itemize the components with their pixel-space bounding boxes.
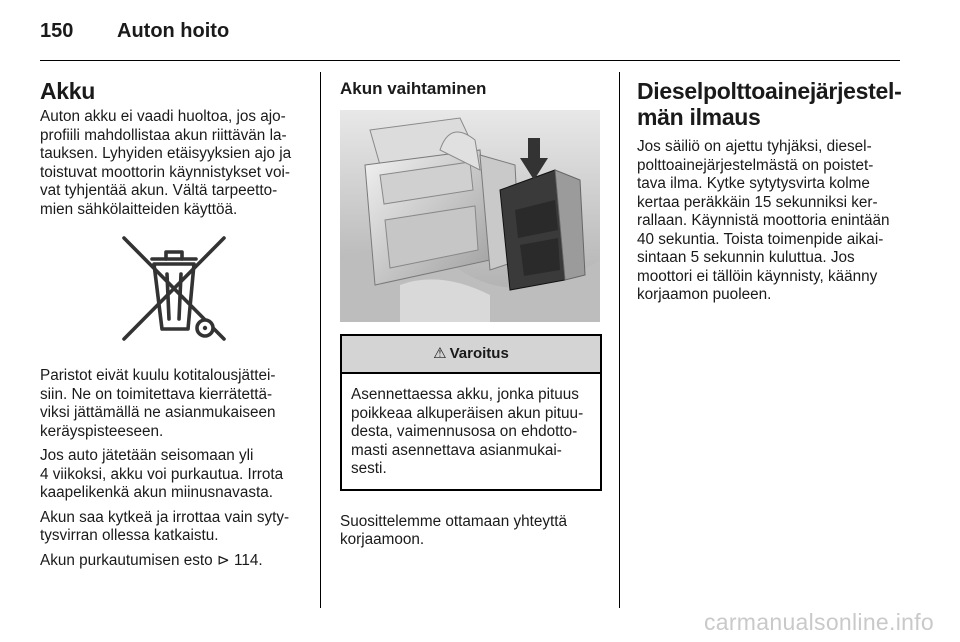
- warning-triangle-icon: ⚠: [433, 344, 447, 362]
- crossed-out-wheelie-bin-icon: [118, 233, 230, 345]
- page-header: [40, 20, 229, 50]
- paragraph-long-parking: Jos auto jätetään seisomaan yli 4 viikoksi, akku voi purkautua. Irrota kaapelikenkä akun miinusnavasta.: [40, 447, 284, 501]
- engine-bay-battery-photo: [340, 110, 600, 322]
- column-akun-vaihtaminen: [340, 78, 602, 556]
- paragraph-battery-disposal: Paristot eivät kuulu kotitalousjättei- siin. Ne on toimitettava kierrätettä- viksi jättämällä ne asianmukaiseen keräyspisteeseen.: [40, 367, 276, 440]
- page-title: Auton hoito: [117, 20, 230, 42]
- column-divider-left: [320, 72, 321, 608]
- warning-box: [340, 334, 602, 491]
- warning-header: [342, 336, 600, 374]
- paragraph-ignition-off: Akun saa kytkeä ja irrottaa vain syty- tysvirran ollessa katkaistu.: [40, 508, 290, 544]
- page-reference-arrow-icon: ⊳: [216, 551, 230, 569]
- page-number: 150: [40, 20, 74, 42]
- column-akku: [40, 78, 308, 576]
- crossed-bin-figure: [40, 233, 308, 345]
- page-reference-link[interactable]: 114.: [233, 551, 263, 569]
- watermark: carmanualsonline.info: [703, 609, 934, 635]
- section-heading-akku: Akku: [40, 78, 96, 104]
- warning-body: Asennettaessa akku, jonka pituus poikkeaa alkuperäisen akun pituu- desta, vaimennusosa on ehdotto- masti asennettava asianmukai- sesti.: [351, 386, 584, 477]
- column-diesel-bleeding: [637, 78, 905, 311]
- column-divider-right: [619, 72, 620, 608]
- paragraph-diesel-bleeding: Jos säiliö on ajettu tyhjäksi, diesel- polttoainejärjestelmästä on poistet- tava ilma. Kytke sytytysvirta kolme kertaa peräkkäin 15 sekunniksi ker- rallaan. Käynnistä moottoria enintään 40 sekuntia. Toista toimenpide aikai- sintaan 5 sekunnin kuluttua. Jos moottori ei tällöin käynnisty, käänny korjaamon puoleen.: [637, 138, 890, 303]
- paragraph-battery-maintenance: Auton akku ei vaadi huoltoa, jos ajo- profiili mahdollistaa akun riittävän la- tauksen. Lyhyiden etäisyyksien ajo ja toistuvat moottorin käynnistykset voi- vat tyhjentää akun. Vältä tarpeetto- mien sähkölaitteiden käyttöä.: [40, 108, 292, 218]
- paragraph-discharge-reference: Akun purkautumisen esto ⊳ 114.: [40, 551, 263, 569]
- paragraph-workshop-recommendation: Suosittelemme ottamaan yhteyttä korjaamoon.: [340, 512, 568, 548]
- warning-title: Varoitus: [449, 344, 509, 362]
- section-heading-diesel-bleeding: Dieselpolttoainejärjestel- män ilmaus: [637, 78, 902, 130]
- header-rule: [40, 60, 900, 61]
- section-heading-battery-replacement: Akun vaihtaminen: [340, 79, 487, 98]
